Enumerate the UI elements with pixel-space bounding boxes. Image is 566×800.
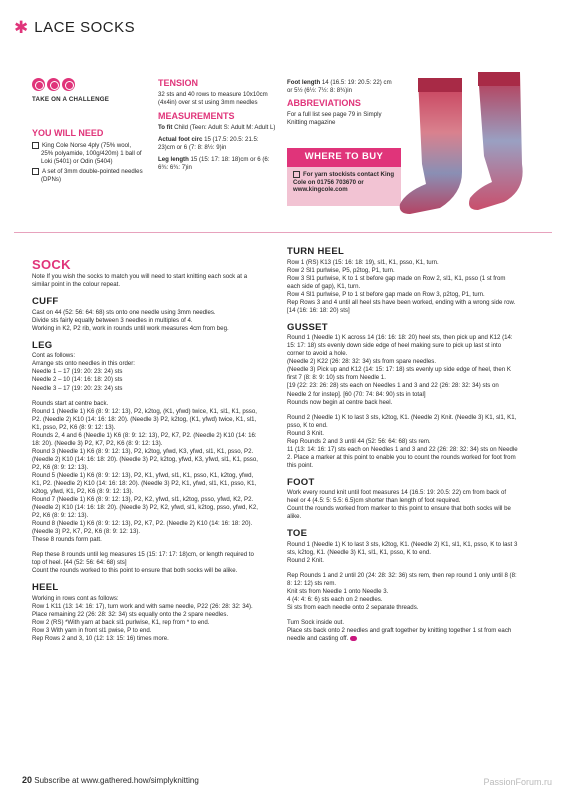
measurements-heading: MEASUREMENTS [158, 110, 235, 121]
page-header [14, 18, 135, 38]
pattern-left-column [32, 256, 262, 643]
tension-text: 32 sts and 40 rows to measure 10x10cm (4x4in) over st st using 3mm needles [158, 90, 268, 106]
sock-heading: SOCK [32, 257, 71, 272]
leg-line: Leg length 15 (15: 17: 18: 18)cm or 6 (6: 6¾: 6¾: 7)in [158, 155, 270, 171]
leg-line: Needle 3 – 17 (19: 20: 23: 24) sts [32, 384, 123, 392]
gusset-line: Round 1 (Needle 1) K across 14 (16: 16: 18: 20) heel sts, then pick up and K12 (14: 15: 17: 18) sts evenly down side edge of heel making sure to pick up last st into corner to avoid a hole. [287, 334, 513, 358]
leg-line: Round 1 (Needle 1) K6 (8: 9: 12: 13), P2, k2tog, (K1, yfwd) twice, K1, sl1, K1, psso, P2. (Needle 2) K10 (14: 16: 18: 20). (Needle 3) P2, k2tog, (K1, yfwd) twice, K1, sl1, K1, psso, P2, K6 (8: 9: 12: 13). [32, 407, 257, 431]
fit-line: To fit Child (Teen: Adult S: Adult M: Adult L) [158, 123, 276, 131]
watermark: PassionForum.ru [483, 777, 552, 787]
page-footer [22, 775, 199, 787]
where-to-buy-box [287, 148, 401, 206]
leg-line: These 8 rounds form patt. [32, 536, 102, 544]
circ-line: Actual foot circ 15 (17.5: 20.5: 21.5: 23)cm or 6 (7: 8: 8½: 9)in [158, 135, 259, 151]
materials-item: King Cole Norse 4ply (75% wool, 25% polyamide, 100g/420m) 1 ball of Loki (5401) or Odin (5404) [32, 142, 144, 166]
you-will-need-heading: YOU WILL NEED [32, 128, 104, 138]
asterisk-icon: ✱ [14, 18, 29, 38]
right-sock-icon [469, 72, 523, 210]
gusset-line: Round 3 Knit. [287, 429, 324, 437]
heel-line: Row 3 With yarn in front sl1 pwise, P to end. [32, 626, 152, 634]
foot-line: Work every round knit until foot measures 14 (16.5: 19: 20.5: 22) cm from back of heel or 4 (4.5: 5: 5.5: 6.5)cm shorter than length of foot required. [287, 489, 507, 505]
leg-line: Cont as follows: [32, 352, 76, 360]
heel-line: Place remaining 22 (26: 28: 32: 34) sts equally onto the 2 spare needles. [32, 610, 229, 618]
gusset-line: [19 (22: 23: 26: 28) sts each on Needles 1 and 3 and 22 (26: 28: 32: 34) sts on Needle 2 for instep]. [60 (70: 74: 84: 90) sts in total] [287, 382, 499, 398]
cuff-line: Cast on 44 (52: 56: 64: 68) sts onto one needle using 3mm needles. [32, 308, 216, 316]
section-divider [14, 232, 552, 233]
foot-abbreviations [287, 78, 397, 130]
leg-line: Needle 2 – 10 (14: 16: 18: 20) sts [32, 376, 123, 384]
tension-heading: TENSION [158, 78, 199, 88]
yarn-ball-icon [62, 78, 75, 91]
pattern-right-column [287, 246, 519, 643]
page-number: 20 [22, 775, 33, 785]
end-marker-icon [350, 636, 357, 641]
gusset-line: (Needle 3) Pick up and K12 (14: 15: 17: 18) sts evenly up side edge of heel, then K first 7 (8: 8: 9: 10) sts from Needle 1. [287, 366, 511, 382]
note-text: Note If you wish the socks to match you will need to start knitting each sock at a similar point in the colour repeat. [32, 273, 248, 289]
leg-line: Rep these 8 rounds until leg measures 15 (15: 17: 17: 18)cm, or length required to top of heel. [44 (52: 56: 64: 68) sts] [32, 551, 254, 567]
yarn-ball-icon [47, 78, 60, 91]
heel-heading: HEEL [32, 582, 59, 594]
cuff-line: Working in K2, P2 rib, work in rounds until work measures 4cm from beg. [32, 324, 229, 332]
leg-line: Round 8 (Needle 1) K6 (8: 9: 12: 13), P2, K7, P2. (Needle 2) K10 (14: 16: 18: 20). (Needle 3) P2, K7, P2, K6 (8: 9: 12: 13). [32, 520, 253, 536]
foot-heading: FOOT [287, 476, 315, 488]
leg-line: Rounds start at centre back. [32, 399, 109, 407]
turn-heel-line: Row 2 Sl1 purlwise, P5, p2tog, P1, turn. [287, 266, 395, 274]
gusset-line: Rounds now begin at centre back heel. [287, 398, 393, 406]
toe-line: Place sts back onto 2 needles and graft together by knitting together 1 st from each needle and casting off. [287, 627, 512, 643]
yarn-ball-icon [32, 78, 45, 91]
toe-heading: TOE [287, 528, 308, 540]
gusset-line: (Needle 2) K22 (26: 28: 32: 34) sts from spare needles. [287, 358, 437, 366]
toe-line: Round 1 (Needle 1) K to last 3 sts, k2tog, K1. (Needle 2) K1, sl1, K1, psso, K to last 3 sts, k2tog, K1. (Needle 3) K1, sl1, K1, psso, K to end. [287, 540, 518, 556]
checkbox-icon [293, 171, 300, 178]
checkbox-icon [32, 168, 39, 175]
leg-line: Arrange sts onto needles in this order: [32, 360, 135, 368]
leg-line: Round 7 (Needle 1) K6 (8: 9: 12: 13), P2, K2, yfwd, sl1, k2tog, psso, yfwd, K2, P2. (Needle 2) K10 (14: 16: 18: 20). (Needle 3) P2, K2, yfwd, sl1, k2tog, psso, yfwd, K2, P2, K6 (8: 9: 12: 13). [32, 495, 258, 519]
toe-line: Si sts from each needle onto 2 separate threads. [287, 604, 419, 612]
heel-line: Rep Rows 2 and 3, 10 (12: 13: 15: 16) times more. [32, 634, 169, 642]
challenge-label: TAKE ON A CHALLENGE [32, 96, 110, 103]
foot-line: Count the rounds worked from marker to this point to ensure that both socks will be alike. [287, 505, 511, 521]
leg-line: Round 3 (Needle 1) K6 (8: 9: 12: 13), P2, k2tog, yfwd, K3, yfwd, sl1, K1, psso, P2. (Needle 2) K10 (14: 16: 18: 20). (Needle 3) P2, k2tog, yfwd, K3, yfwd, sl1, K1, psso, P2, K6 (8: 9: 12: 13). [32, 447, 258, 471]
you-will-need [32, 128, 144, 184]
gusset-heading: GUSSET [287, 321, 328, 333]
heel-line: Working in rows cont as follows: [32, 594, 119, 602]
leg-line: Round 5 (Needle 1) K6 (8: 9: 12: 13), P2, K1, yfwd, sl1, K1, psso, K1, k2tog, yfwd, K1, P2. (Needle 2) K10 (14: 16: 18: 20). (Needle 3) P2, K1, yfwd, sl1, K1, psso, K1, k2tog, yfwd, K1, P2, K6 (8: 9: 12: 13). [32, 471, 257, 495]
checkbox-icon [32, 142, 39, 149]
subscribe-link[interactable]: Subscribe at www.gathered.how/simplyknitting [34, 776, 199, 785]
leg-heading: LEG [32, 339, 53, 351]
turn-heel-heading: TURN HEEL [287, 246, 345, 257]
leg-line: Needle 1 – 17 (19: 20: 23: 24) sts [32, 368, 123, 376]
foot-length-line: Foot length 14 (16.5: 19: 20.5: 22) cm or 5½ (6½: 7½: 8: 8¾)in [287, 79, 392, 95]
leg-line: Count the rounds worked to this point to ensure that both socks will be alike. [32, 567, 238, 575]
leg-line: Rounds 2, 4 and 6 (Needle 1) K6 (8: 9: 12: 13), P2, K7, P2. (Needle 2) K10 (14: 16: 18: 20). (Needle 3) P2, K7, P2, K6 (8: 9: 12: 13). [32, 431, 257, 447]
turn-heel-line: Row 1 (RS) K13 (15: 16: 18: 19), sl1, K1, psso, K1, turn. [287, 258, 439, 266]
where-to-buy-heading: WHERE TO BUY [287, 148, 401, 167]
left-sock-icon [400, 78, 462, 214]
toe-line: Rep Rounds 1 and 2 until 20 (24: 28: 32: 36) sts rem, then rep round 1 only until 8 (8: 8: 12: 12) sts rem. [287, 572, 517, 588]
where-to-buy-text: For yarn stockists contact King Cole on 01756 703670 or www.kingcole.com [293, 170, 395, 194]
turn-heel-line: Rep Rows 3 and 4 until all heel sts have been worked, ending with a wrong side row. [14 (16: 16: 18: 20) sts] [287, 298, 516, 314]
turn-heel-line: Row 3 Sl1 purlwise, K to 1 st before gap made on Row 2, sl1, K1, psso (1 st from each side of gap), K1, turn. [287, 274, 506, 290]
gusset-line: 11 (13: 14: 16: 17) sts each on Needles 1 and 3 and 22 (26: 28: 32: 34) sts on Needle 2. Place a marker at this point to enable you to count the rounds worked for foot from this point. [287, 445, 518, 469]
gusset-line: Rep Rounds 2 and 3 until 44 (52: 56: 64: 68) sts rem. [287, 437, 431, 445]
toe-line: Knit sts from Needle 1 onto Needle 3. [287, 588, 389, 596]
abbreviations-text: For a full list see page 79 in Simply Knitting magazine [287, 110, 382, 126]
page-title: LACE SOCKS [34, 19, 136, 36]
materials-item: A set of 3mm double-pointed needles (DPNs) [32, 168, 144, 184]
heel-line: Row 2 (RS) *With yarn at back sl1 purlwise, K1, rep from * to end. [32, 618, 210, 626]
abbreviations-heading: ABBREVIATIONS [287, 98, 361, 109]
cuff-heading: CUFF [32, 296, 59, 308]
toe-line: Turn Sock inside out. [287, 619, 345, 627]
toe-line: 4 (4: 4: 6: 6) sts each on 2 needles. [287, 596, 383, 604]
toe-line: Round 2 Knit. [287, 557, 324, 565]
gusset-line: Round 2 (Needle 1) K to last 3 sts, k2tog, K1. (Needle 2) Knit. (Needle 3) K1, sl1, K1, psso, K to end. [287, 413, 517, 429]
tension-measurements [158, 78, 276, 176]
skill-level-icons [32, 78, 77, 94]
cuff-line: Divide sts fairly equally between 3 needles in multiples of 4. [32, 316, 193, 324]
turn-heel-line: Row 4 Sl1 purlwise, P to 1 st before gap made on Row 3, p2tog, P1, turn. [287, 290, 485, 298]
heel-line: Row 1 K11 (13: 14: 16: 17), turn work and with same needle, P22 (26: 28: 32: 34). [32, 602, 253, 610]
sock-photo [392, 64, 542, 224]
